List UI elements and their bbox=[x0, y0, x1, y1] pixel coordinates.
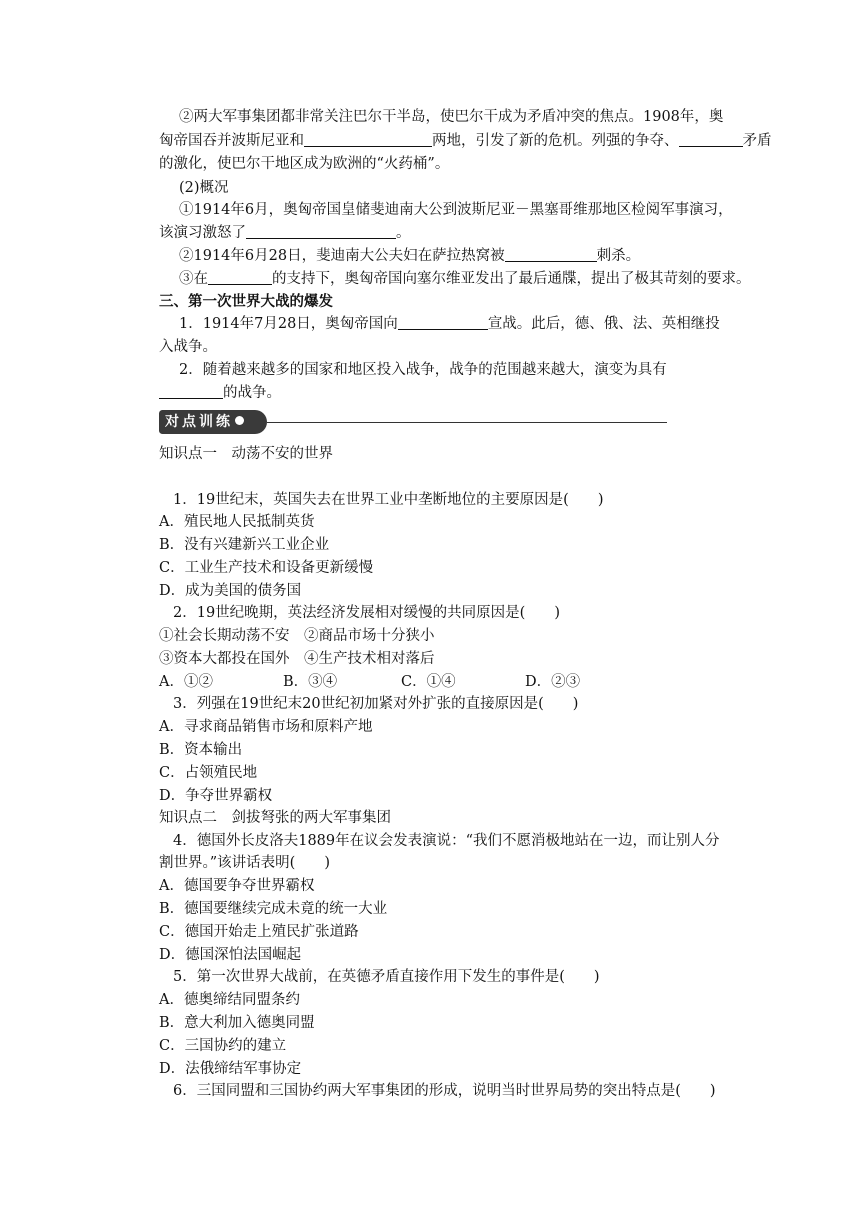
question-option: D．成为美国的债务国 bbox=[159, 583, 302, 599]
fill-blank bbox=[398, 314, 488, 330]
question-1: 1．19世纪末，英国失去在世界工业中垄断地位的主要原因是( ) bbox=[173, 492, 604, 508]
fill-blank bbox=[304, 131, 432, 147]
question-5: 5．第一次世界大战前，在英德矛盾直接作用下发生的事件是( ) bbox=[173, 969, 600, 985]
question-option: C．占领殖民地 bbox=[159, 765, 258, 781]
paragraph-ultimatum: ③在 的支持下，奥匈帝国向塞尔维亚发出了最后通牒，提出了极其苛刻的要求。 bbox=[179, 271, 751, 287]
paragraph-drill-line1: ①1914年6月，奥匈帝国皇储斐迪南大公到波斯尼亚－黑塞哥维那地区检阅军事演习， bbox=[179, 202, 733, 218]
fill-blank bbox=[679, 131, 743, 147]
fill-blank bbox=[159, 383, 223, 399]
fill-blank bbox=[246, 223, 396, 239]
question-option: D．争夺世界霸权 bbox=[159, 788, 273, 804]
question-6: 6．三国同盟和三国协约两大军事集团的形成，说明当时世界局势的突出特点是( ) bbox=[173, 1083, 716, 1099]
question-option: D．法俄缔结军事协定 bbox=[159, 1061, 302, 1077]
question-4-line1: 4．德国外长皮洛夫1889年在议会发表演说：“我们不愿消极地站在一边，而让别人分 bbox=[173, 833, 720, 849]
question-option: A．寻求商品销售市场和原料产地 bbox=[159, 719, 373, 735]
section3-item2-line1: 2．随着越来越多的国家和地区投入战争，战争的范围越来越大，演变为具有 bbox=[179, 362, 667, 378]
question-options-row bbox=[159, 671, 580, 693]
question-statements: ①社会长期动荡不安 ②商品市场十分狭小 bbox=[159, 628, 435, 644]
paragraph-balkans-line3: 的激化，使巴尔干地区成为欧洲的“火药桶”。 bbox=[159, 156, 450, 172]
paragraph-assassination: ②1914年6月28日，斐迪南大公夫妇在萨拉热窝被 刺杀。 bbox=[179, 248, 641, 264]
section3-item1-line1: 1．1914年7月28日，奥匈帝国向 宣战。此后，德、俄、法、英相继投 bbox=[179, 316, 720, 332]
practice-banner bbox=[159, 407, 509, 437]
question-2: 2．19世纪晚期，英法经济发展相对缓慢的共同原因是( ) bbox=[173, 605, 560, 621]
question-option: C．①④ bbox=[401, 674, 456, 690]
question-option: B．③④ bbox=[283, 674, 338, 690]
paragraph-balkans-line2: 匈帝国吞并波斯尼亚和 两地，引发了新的危机。列强的争夺、 矛盾 bbox=[159, 133, 772, 149]
section-heading: 三、第一次世界大战的爆发 bbox=[159, 294, 333, 310]
question-option: B．没有兴建新兴工业企业 bbox=[159, 537, 330, 553]
question-option: B．德国要继续完成未竟的统一大业 bbox=[159, 901, 388, 917]
question-option: C．德国开始走上殖民扩张道路 bbox=[159, 924, 359, 940]
question-option: A．德奥缔结同盟条约 bbox=[159, 992, 300, 1008]
question-option: C．工业生产技术和设备更新缓慢 bbox=[159, 560, 374, 576]
question-4-line2: 割世界。”该讲话表明( ) bbox=[159, 855, 330, 871]
question-option: B．意大利加入德奥同盟 bbox=[159, 1015, 315, 1031]
section3-item2-line2: 的战争。 bbox=[159, 382, 281, 404]
question-option: A．德国要争夺世界霸权 bbox=[159, 878, 315, 894]
question-option: C．三国协约的建立 bbox=[159, 1038, 287, 1054]
question-statements: ③资本大都投在国外 ④生产技术相对落后 bbox=[159, 651, 435, 667]
knowledge-point-heading: 知识点一 动荡不安的世界 bbox=[159, 446, 333, 462]
question-option: A．①② bbox=[159, 674, 213, 690]
paragraph-drill-line2: 该演习激怒了 。 bbox=[159, 225, 411, 241]
overview-heading: (2)概况 bbox=[179, 180, 229, 196]
question-option: A．殖民地人民抵制英货 bbox=[159, 514, 315, 530]
fill-blank bbox=[505, 246, 597, 262]
section3-item1-line2: 入战争。 bbox=[159, 339, 217, 355]
question-option: B．资本输出 bbox=[159, 742, 243, 758]
bullet-dot-icon bbox=[235, 416, 244, 425]
paragraph-balkans-line1: ②两大军事集团都非常关注巴尔干半岛，使巴尔干成为矛盾冲突的焦点。1908年，奥 bbox=[179, 109, 724, 125]
question-3: 3．列强在19世纪末20世纪初加紧对外扩张的直接原因是( ) bbox=[173, 696, 579, 712]
knowledge-point-heading: 知识点二 剑拔弩张的两大军事集团 bbox=[159, 810, 391, 826]
banner-rule bbox=[267, 422, 667, 423]
question-option: D．②③ bbox=[525, 674, 581, 690]
question-option: D．德国深怕法国崛起 bbox=[159, 947, 302, 963]
practice-banner-label: 对点训练 bbox=[159, 410, 267, 434]
fill-blank bbox=[208, 269, 272, 285]
